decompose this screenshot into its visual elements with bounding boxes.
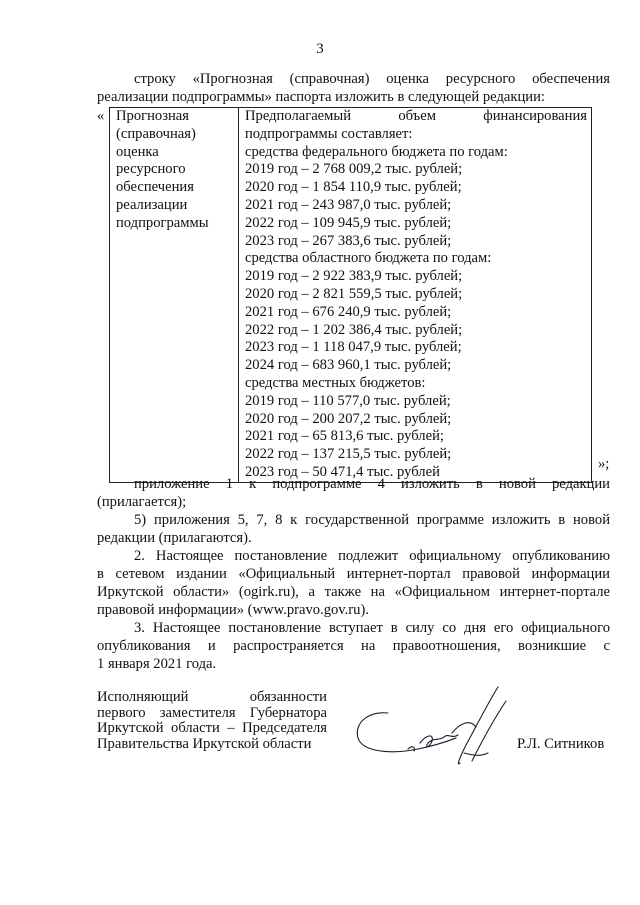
label-line: обеспечения	[116, 179, 194, 196]
item-2-line-2: в сетевом издании «Официальный интернет-портал правовой информации	[97, 566, 610, 582]
appendix-line-2: (прилагается);	[97, 494, 187, 510]
item-5-paragraph	[97, 511, 610, 547]
value-line: 2022 год – 137 215,5 тыс. рублей;	[245, 446, 452, 463]
intro-line-1: строку «Прогнозная (справочная) оценка ресурсного обеспечения	[134, 71, 610, 87]
appendix-line-1: приложение 1 к подпрограмме 4 изложить в новой редакции	[134, 476, 610, 492]
page-number: 3	[316, 41, 324, 57]
item-2-line-1: 2. Настоящее постановление подлежит официальному опубликованию	[134, 548, 610, 564]
value-line: 2019 год – 2 922 383,9 тыс. рублей;	[245, 268, 463, 285]
handwritten-signature	[348, 683, 518, 773]
label-line: ресурсного	[116, 161, 186, 178]
signatory-title	[97, 690, 327, 752]
signatory-line-2: первого заместителя Губернатора	[97, 704, 327, 721]
value-line: подпрограммы составляет:	[245, 125, 413, 142]
value-line: средства федерального бюджета по годам:	[245, 143, 508, 160]
value-line: 2023 год – 267 383,6 тыс. рублей;	[245, 232, 452, 249]
signatory-line-4: Правительства Иркутской области	[97, 735, 312, 752]
value-line: 2021 год – 65 813,6 тыс. рублей;	[245, 428, 444, 445]
value-lines	[245, 126, 587, 482]
value-cell	[239, 108, 592, 483]
value-line: 2020 год – 200 207,2 тыс. рублей;	[245, 410, 452, 427]
item-5-line-2: редакции (прилагаются).	[97, 530, 252, 546]
opening-quote: «	[97, 108, 105, 124]
value-line: 2019 год – 110 577,0 тыс. рублей;	[245, 392, 451, 409]
table-row	[110, 108, 592, 483]
label-line: подпрограммы	[116, 214, 209, 231]
value-line: 2021 год – 676 240,9 тыс. рублей;	[245, 303, 452, 320]
label-line: (справочная)	[116, 125, 196, 142]
value-line: 2024 год – 683 960,1 тыс. рублей;	[245, 357, 452, 374]
signatory-line-3: Иркутской области – Председателя	[97, 720, 327, 736]
item-3-line-3: 1 января 2021 года.	[97, 656, 217, 672]
item-3-paragraph	[97, 619, 610, 673]
intro-paragraph	[97, 70, 610, 106]
appendix-paragraph	[97, 475, 610, 511]
label-cell	[110, 108, 239, 483]
label-line: Прогнозная	[116, 108, 189, 124]
item-3-line-1: 3. Настоящее постановление вступает в силу со дня его официального	[134, 620, 610, 636]
value-line: средства областного бюджета по годам:	[245, 250, 492, 267]
value-line: 2023 год – 1 118 047,9 тыс. рублей;	[245, 339, 462, 356]
passport-table	[109, 107, 592, 483]
intro-line-2: реализации подпрограммы» паспорта изложить в следующей редакции:	[97, 89, 545, 105]
label-line: оценка	[116, 143, 159, 160]
label-line: реализации	[116, 196, 188, 213]
value-line: 2022 год – 109 945,9 тыс. рублей;	[245, 214, 452, 231]
value-line: 2020 год – 2 821 559,5 тыс. рублей;	[245, 285, 463, 302]
value-line: 2023 год – 50 471,4 тыс. рублей	[245, 463, 440, 480]
signatory-line-1: Исполняющий обязанности	[97, 689, 327, 705]
item-5-line-1: 5) приложения 5, 7, 8 к государственной программе изложить в новой	[134, 512, 610, 528]
signer-name: Р.Л. Ситников	[517, 736, 605, 752]
closing-quote: »;	[598, 456, 610, 472]
value-line: средства местных бюджетов:	[245, 374, 426, 391]
item-2-paragraph	[97, 547, 610, 619]
item-3-line-2: опубликования и распространяется на правоотношения, возникшие с	[97, 638, 610, 654]
item-2-line-3: Иркутской области» (ogirk.ru), а также на «Официальном интернет-портале	[97, 584, 610, 600]
value-line: Предполагаемый объем финансирования	[245, 108, 587, 124]
value-line: 2021 год – 243 987,0 тыс. рублей;	[245, 196, 452, 213]
item-2-line-4: правовой информации» (www.pravo.gov.ru).	[97, 602, 369, 618]
value-line: 2019 год – 2 768 009,2 тыс. рублей;	[245, 161, 463, 178]
value-line: 2022 год – 1 202 386,4 тыс. рублей;	[245, 321, 463, 338]
value-line: 2020 год – 1 854 110,9 тыс. рублей;	[245, 179, 462, 196]
